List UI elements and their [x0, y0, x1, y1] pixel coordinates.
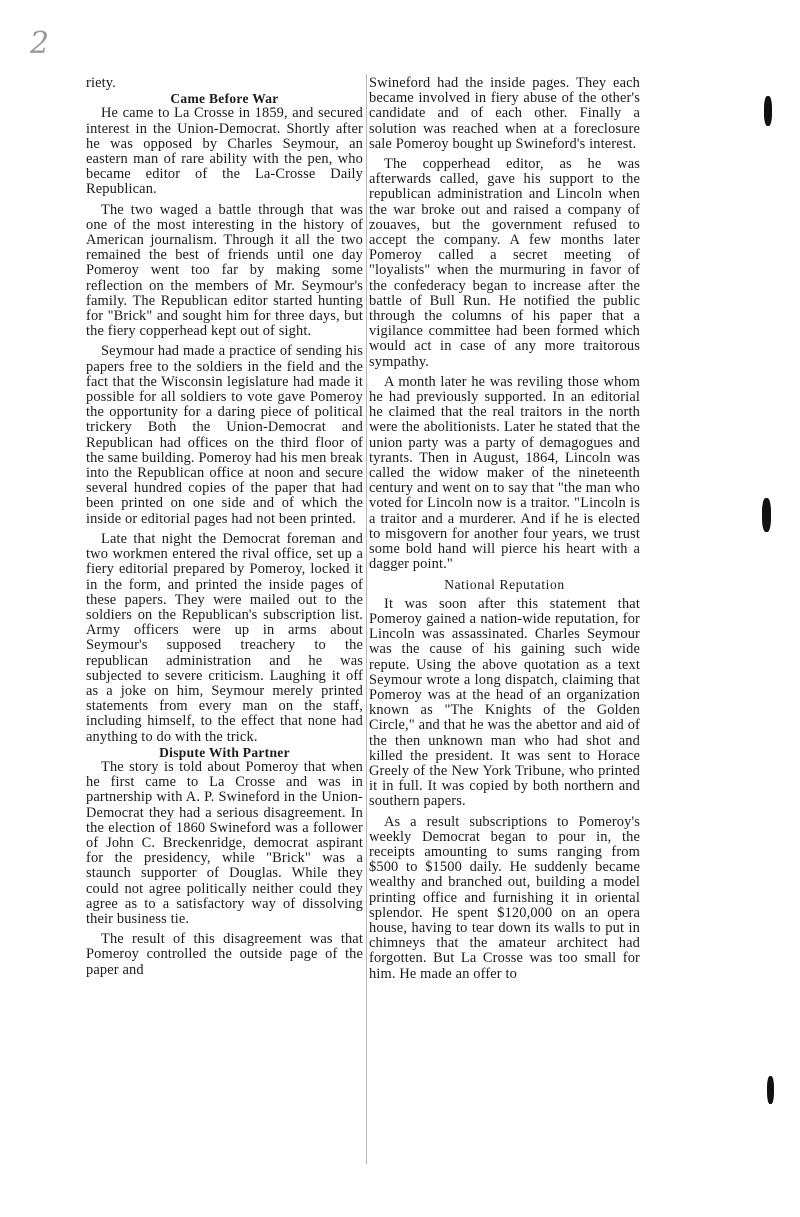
paragraph: He came to La Crosse in 1859, and secured interest in the Union-Democrat. Shortly after he was opposed by Charles Seymour, an eastern man of rare ability with the pen, who became editor of the La-Crosse Daily Republican. — [86, 105, 363, 198]
paragraph: It was soon after this statement that Pomeroy gained a nation-wide reputation, for Lincoln was assassinated. Charles Seymour was the cause of his gaining such wide repute. Using the above quotation as a text Seymour wrote a long dispatch, claiming that Pomeroy was at the head of an organization known as "The Knights of the Golden Circle," and that he was the abettor and aid of the then unknown man who had shot and killed the president. It was sent to Horace Greely of the New York Tribune, who printed it in full. It was copied by both northern and southern papers. — [369, 595, 640, 810]
binder-hole-mark-bottom — [767, 1076, 774, 1104]
paragraph: The story is told about Pomeroy that when he first came to La Crosse and was in partnership with A. P. Swineford in the Union-Democrat they had a serious disagreement. In the election of 1860 Swineford was a follower of John C. Breckenridge, democrat aspirant for the presidency, while "Brick" was a staunch supporter of Douglas. While they could not agree politically neither could they agree as to a satisfactory way of dissolving their business tie. — [86, 758, 363, 927]
paragraph: The result of this disagreement was that Pomeroy controlled the outside page of the paper and — [86, 931, 363, 978]
article-column-right — [369, 76, 640, 982]
binder-hole-mark-top — [764, 96, 772, 126]
paragraph: The two waged a battle through that was one of the most interesting in the history of American journalism. Through it all the two remained the best of friends until one day Pomeroy went too far by making some reflection on the members of Mr. Seymour's family. The Republican editor started hunting for "Brick" and sought him for three days, but the fiery copperhead kept out of sight. — [86, 201, 363, 340]
paragraph: Late that night the Democrat foreman and two workmen entered the rival office, set up a fiery editorial prepared by Pomeroy, locked it in the form, and printed the inside pages of these papers. They were mailed out to the soldiers on the Republican's subscription list. Army officers were up in arms about Seymour's supposed treachery to the republican administration and he was subjected to severe criticism. Laughing it off as a joke on him, Seymour merely printed statements from every man on the staff, including himself, to the effect that none had anything to do with the trick. — [86, 530, 363, 745]
paragraph: A month later he was reviling those whom he had previously supported. In an editorial he claimed that the real traitors in the north were the abolitionists. Later he stated that the union party was a party of demagogues and tyrants. Then in August, 1864, Lincoln was called the widow maker of the nineteenth century and went on to say that "the man who voted for Lincoln now is a traitor. "Lincoln is a traitor and a murderer. And if he is elected to misgovern for another four years, we trust some bold hand will pierce his heart with a dagger point." — [369, 373, 640, 573]
article-column-left — [86, 76, 363, 978]
handwritten-page-number: 2 — [30, 26, 50, 61]
paragraph: The copperhead editor, as he was afterwards called, gave his support to the republican administration and Lincoln when the war broke out and raised a company of zouaves, but the government refused to accept the company. A few months later Pomeroy called a secret meeting of "loyalists" when the murmuring in favor of the confederacy began to increase after the battle of Bull Run. He notified the public through the columns of his paper that a vigilance committee had been formed which would act in case of any more traitorous sympathy. — [369, 156, 640, 370]
subheading-dispute-with-partner: Dispute With Partner — [159, 744, 290, 760]
subheading-came-before-war: Came Before War — [170, 91, 279, 107]
subheading-national-reputation: National Reputation — [444, 576, 565, 592]
binder-hole-mark-middle — [762, 498, 771, 532]
column-opening-fragment: riety. — [86, 75, 116, 91]
paragraph: As a result subscriptions to Pomeroy's weekly Democrat began to pour in, the receipts amounting to sums ranging from $500 to $1500 daily. He suddenly became wealthy and branched out, building a model printing office and furnishing it in oriental splendor. He spent $120,000 on an opera house, having to tear down its walls to put in chimneys that the amateur architect had forgotten. But La Crosse was too small for him. He made an offer to — [369, 813, 640, 982]
column-divider — [366, 74, 367, 1164]
paragraph: Seymour had made a practice of sending his papers free to the soldiers in the field and the fact that the Wisconsin legislature had made it possible for all soldiers to vote gave Pomeroy the opportunity for a daring piece of political trickery Both the Union-Democrat and Republican had offices on the third floor of the same building. Pomeroy had his men break into the Republican office at noon and secure several hundred copies of the paper that had been printed on one side and of which the inside or editorial pages had not been printed. — [86, 343, 363, 527]
paragraph-continued: Swineford had the inside pages. They each became involved in fiery abuse of the other's candidate and of each other. Finally a solution was reached when at a foreclosure sale Pomeroy bought up Swineford's interest. — [369, 75, 640, 152]
